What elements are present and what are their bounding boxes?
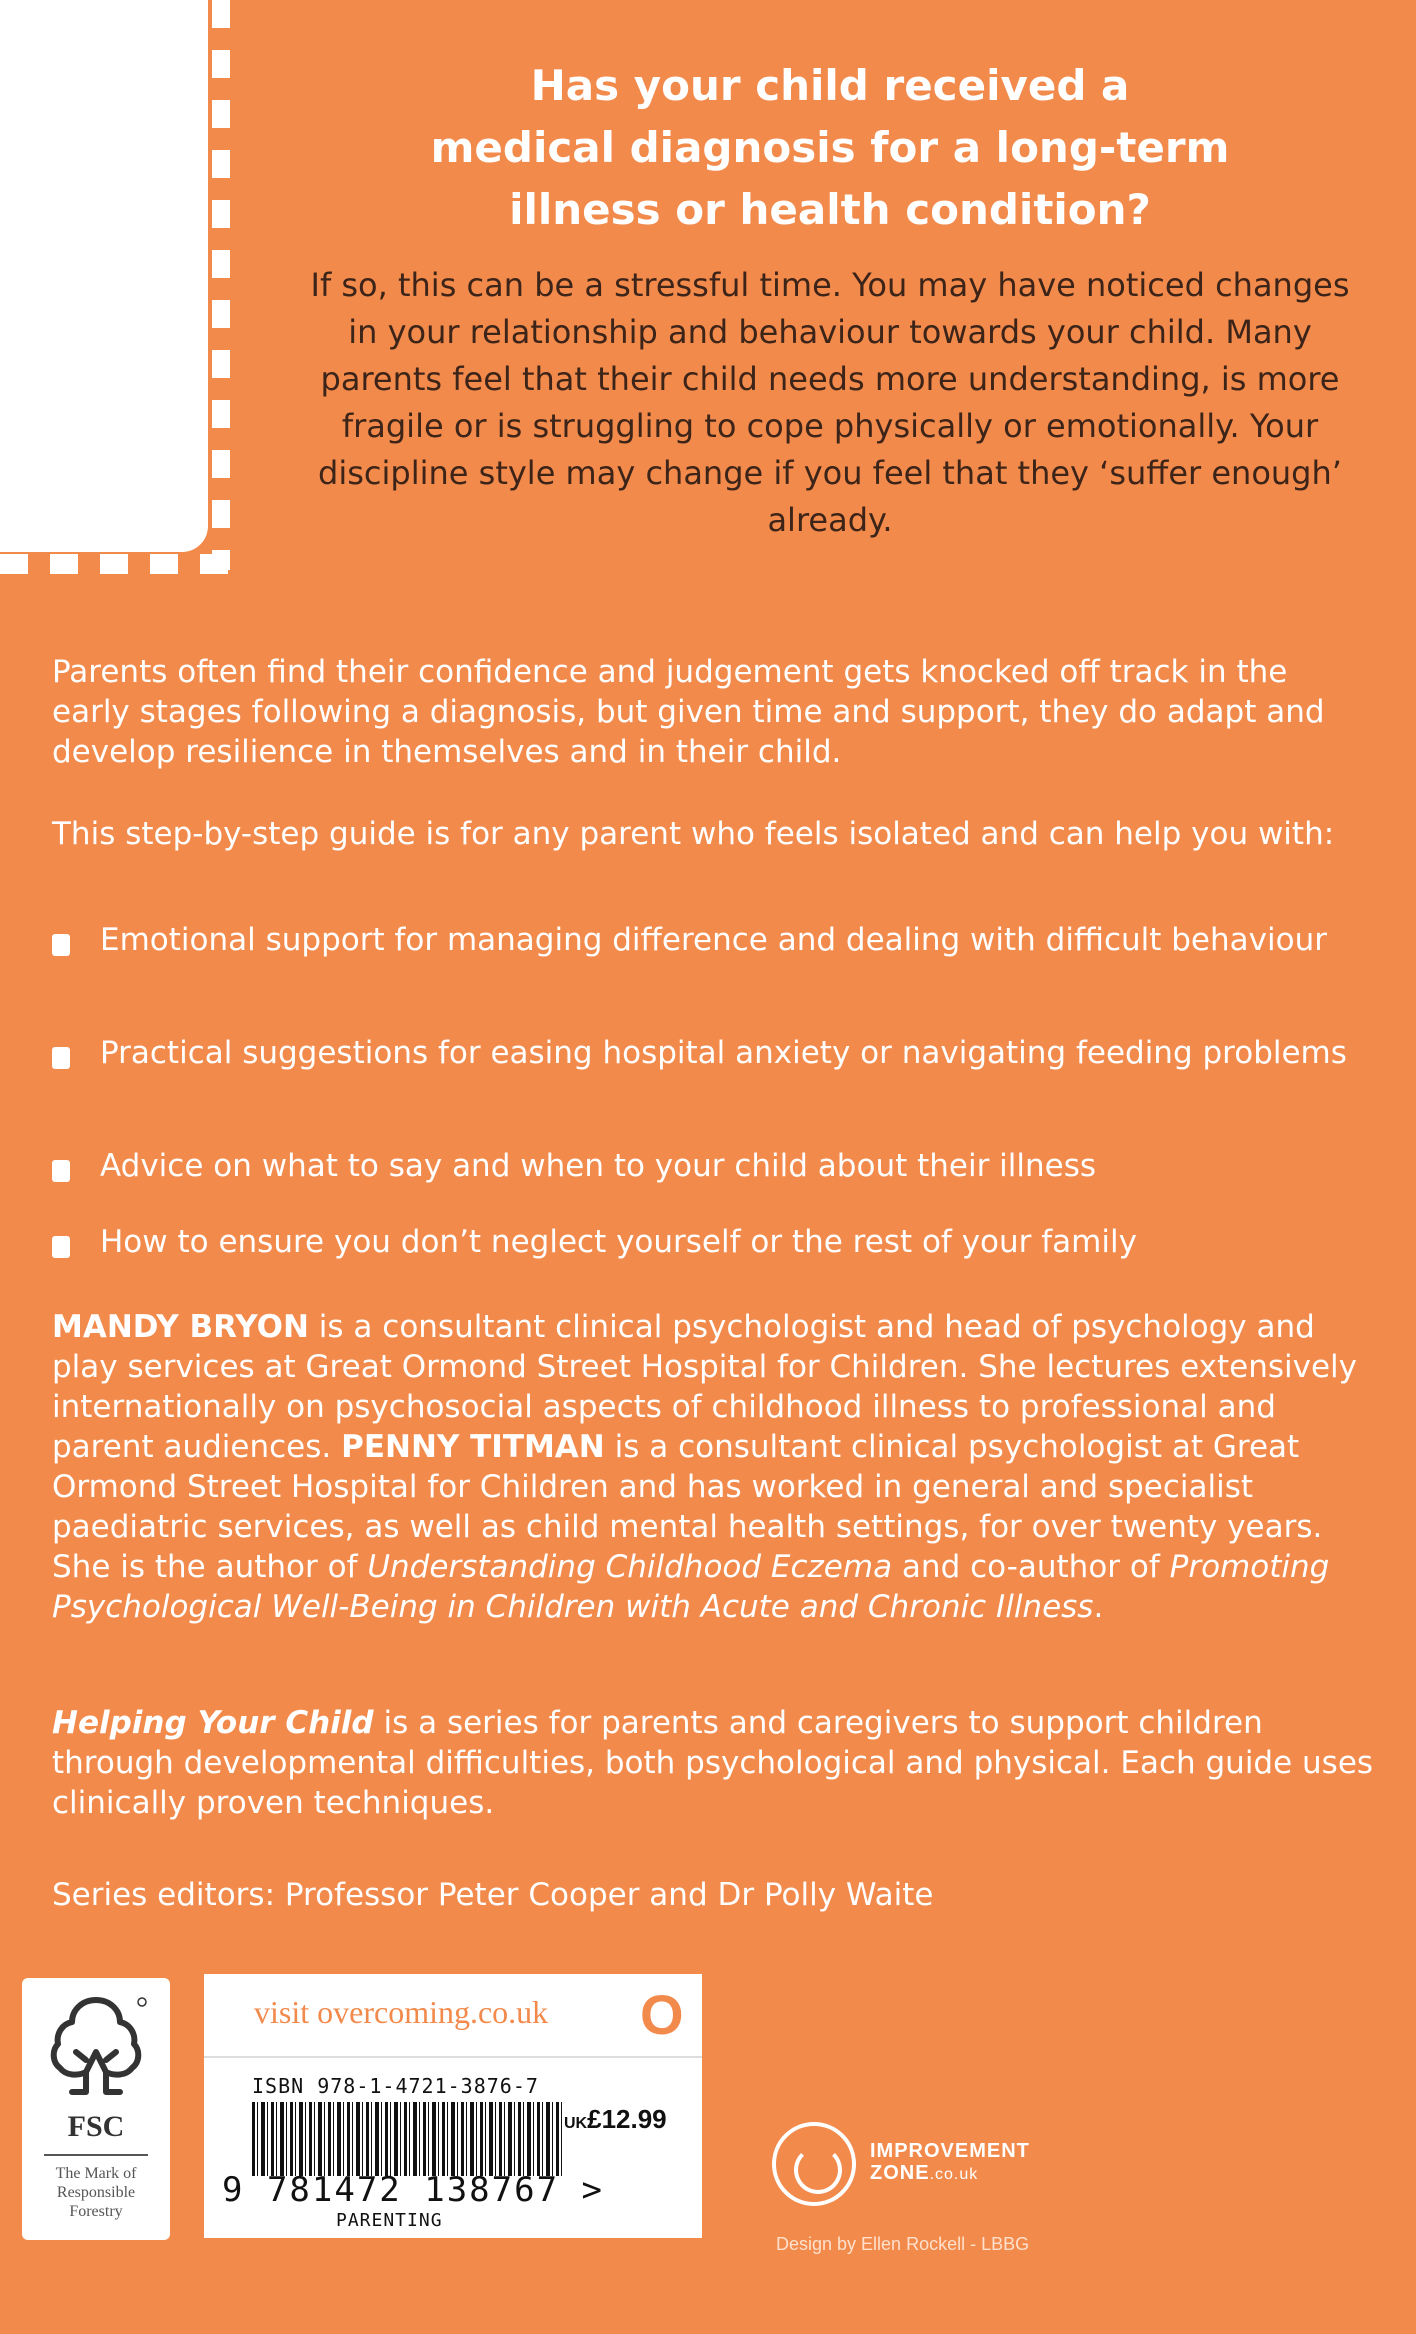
- improvement-zone-text: [870, 2140, 1030, 2186]
- list-item: [52, 922, 1372, 1035]
- guide-paragraph: This step-by-step guide is for any parent who feels isolated and can help you with:: [52, 816, 1335, 852]
- frame-dashes-horizontal: [0, 554, 230, 574]
- barcode-image: [252, 2102, 562, 2176]
- fsc-badge: [22, 1978, 170, 2240]
- fsc-subtitle: The Mark of Responsible Forestry: [55, 2165, 137, 2220]
- publisher-logo: O: [640, 1983, 684, 2046]
- author-bio: [52, 1307, 1382, 1627]
- list-item: [52, 1148, 1372, 1224]
- barcode-number: 9 781472 138767 >: [222, 2170, 604, 2210]
- bio-text-3: and co-author of: [892, 1549, 1170, 1585]
- isbn: ISBN 978-1-4721-3876-7: [252, 2074, 539, 2098]
- imprint-line-2: [870, 2162, 1030, 2186]
- fsc-tree-icon: [42, 1992, 150, 2102]
- author-name-2: PENNY TITMAN: [341, 1429, 605, 1465]
- author-name-1: MANDY BRYON: [52, 1309, 309, 1345]
- price-value: £12.99: [587, 2104, 667, 2134]
- bio-text-4: .: [1093, 1589, 1104, 1625]
- list-item: [52, 1224, 1372, 1300]
- bullet-square-icon: [52, 1160, 70, 1182]
- panel-divider: [204, 2056, 702, 2058]
- series-editors: Series editors: Professor Peter Cooper and Dr Polly Waite: [52, 1877, 934, 1913]
- improvement-zone-logo-icon: [772, 2122, 856, 2206]
- bio-text-2: is a consultant clinical psychologist at Great Ormond Street Hospital for Children and has worked in general and specialist paediatric services, as well as child mental health settings, for over twenty years. She is the author of: [52, 1429, 1323, 1585]
- photo-frame: [0, 0, 208, 552]
- bullet-square-icon: [52, 1236, 70, 1258]
- headline-line-2: medical diagnosis for a long-term: [430, 123, 1230, 172]
- imprint-suffix: .co.uk: [929, 2166, 979, 2183]
- series-text: is a series for parents and caregivers to support children through developmental difficulties, both psychological and physical. Each guide uses clinically proven techniques.: [52, 1705, 1374, 1821]
- price: [564, 2104, 667, 2135]
- confidence-paragraph: Parents often find their confidence and judgement gets knocked off track in the early stages following a diagnosis, but given time and support, they do adapt and develop resilience in themselves and in their child.: [52, 654, 1325, 770]
- bio-text-1: is a consultant clinical psychologist and head of psychology and play services at Great Ormond Street Hospital for Children. She lectures extensively internationally on psychosocial aspects of childhood illness to professional and parent audiences.: [52, 1309, 1358, 1465]
- imprint-line-1: IMPROVEMENT: [870, 2140, 1030, 2162]
- price-prefix: UK: [564, 2115, 588, 2132]
- barcode-panel: [204, 1974, 702, 2238]
- imprint-zone: ZONE: [870, 2162, 930, 2184]
- list-item-text: Emotional support for managing difference and dealing with difficult behaviour: [100, 922, 1327, 958]
- fsc-label: FSC: [67, 2110, 125, 2143]
- fsc-divider: [44, 2154, 148, 2156]
- book-title-1: Understanding Childhood Eczema: [367, 1549, 893, 1585]
- genre-label: PARENTING: [336, 2210, 443, 2231]
- bullet-square-icon: [52, 1047, 70, 1069]
- benefit-list: [52, 922, 1372, 1300]
- website-link[interactable]: visit overcoming.co.uk: [254, 1994, 549, 2030]
- list-item: [52, 1035, 1372, 1148]
- design-credit: Design by Ellen Rockell - LBBG: [776, 2234, 1030, 2254]
- book-title-2: Promoting Psychological Well-Being in Children with Acute and Chronic Illness: [52, 1549, 1330, 1625]
- bullet-square-icon: [52, 934, 70, 956]
- headline-line-1: Has your child received a: [530, 61, 1130, 110]
- headline-line-3: illness or health condition?: [509, 185, 1151, 234]
- series-name: Helping Your Child: [52, 1705, 374, 1741]
- list-item-text: How to ensure you don’t neglect yourself or the rest of your family: [100, 1224, 1137, 1260]
- intro-paragraph: If so, this can be a stressful time. You may have noticed changes in your relationship and behaviour towards your child. Many parents feel that their child needs more understanding, is more fragile or is struggling to cope physically or emotionally. Your discipline style may change if you feel that they ‘suffer enough’ already.: [310, 266, 1350, 539]
- headline: [360, 55, 1300, 241]
- list-item-text: Advice on what to say and when to your child about their illness: [100, 1148, 1097, 1184]
- frame-dashes-vertical: [212, 0, 230, 570]
- series-description: [52, 1703, 1382, 1823]
- list-item-text: Practical suggestions for easing hospital anxiety or navigating feeding problems: [100, 1035, 1347, 1071]
